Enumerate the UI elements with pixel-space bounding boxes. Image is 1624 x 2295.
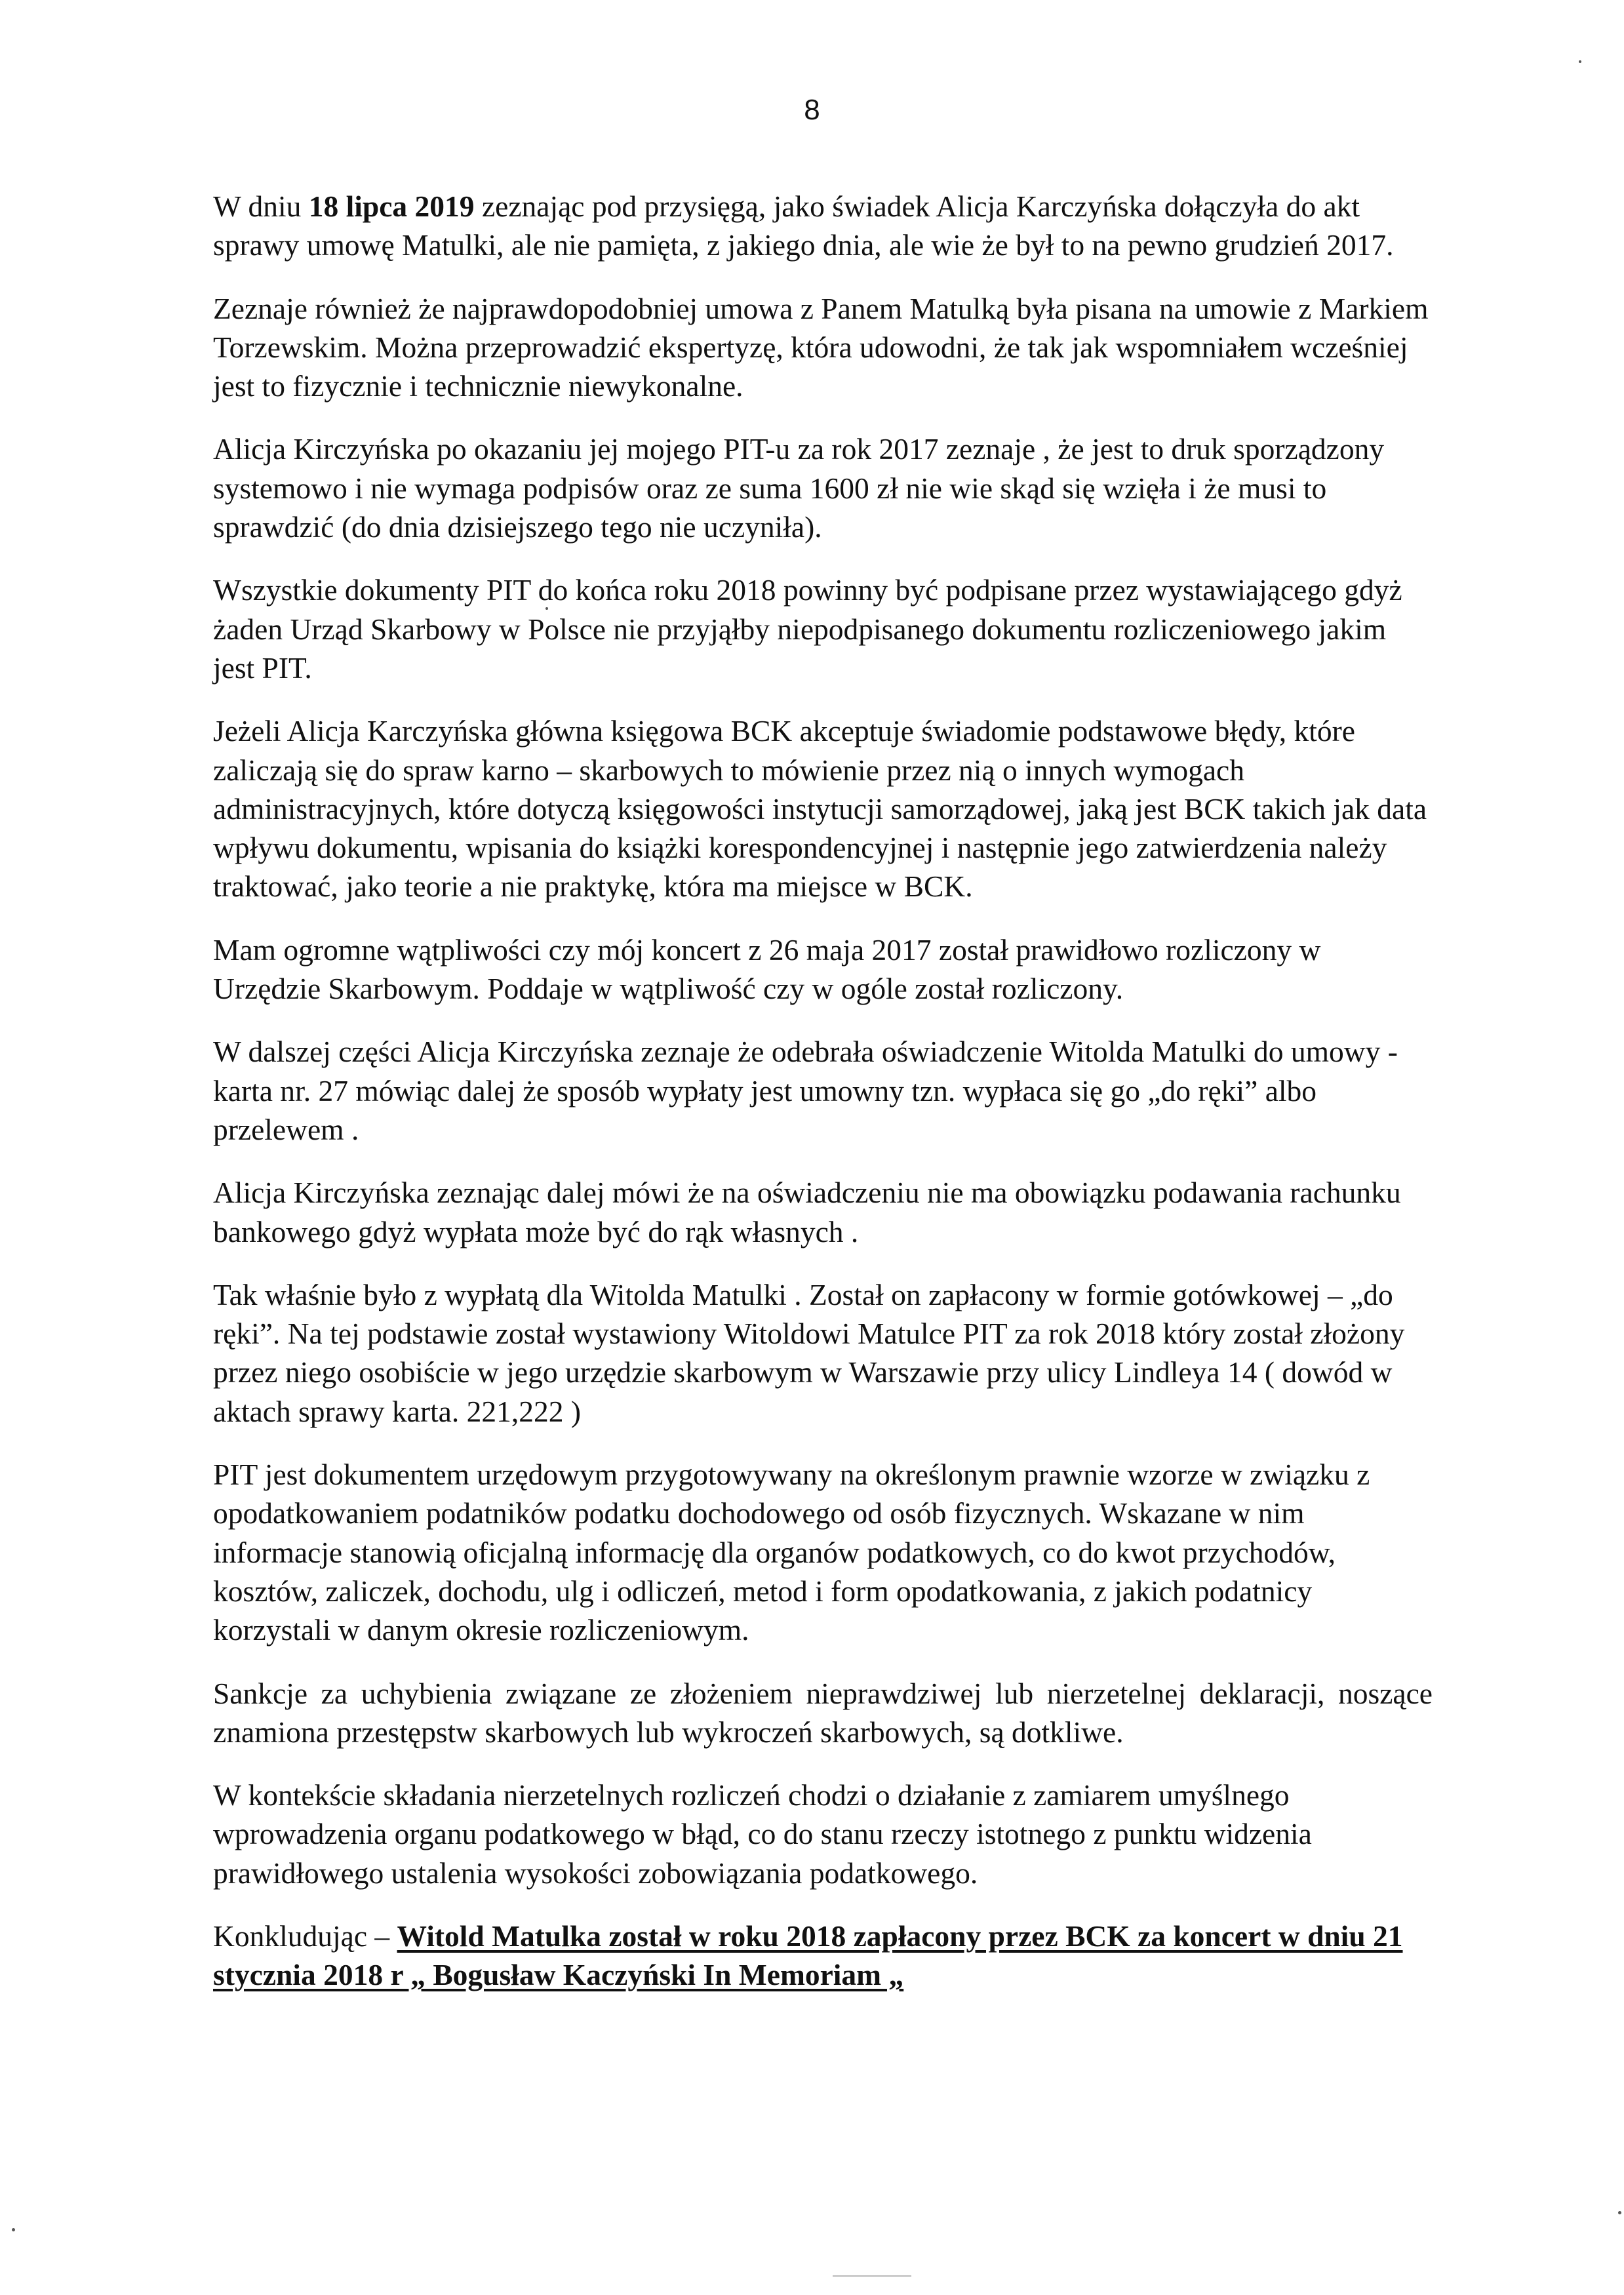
- page-number: 8: [804, 94, 820, 126]
- paragraph-3: Alicja Kirczyńska po okazaniu jej mojego PIT-u za rok 2017 zeznaje , że jest to druk sporządzony systemowo i nie wymaga podpisów oraz ze suma 1600 zł nie wie skąd się wzięła i że musi to sprawdzić (do dnia dzisiejszego tego nie uczyniła).: [213, 432, 1385, 544]
- paragraph-1-after: zeznając pod przysięgą, jako świadek Alicja Karczyńska dołączyła do akt sprawy umowę Matulki, ale nie pamięta, z jakiego dnia, ale wie że był to na pewno grudzień 2017.: [213, 190, 1394, 262]
- paragraph-7: W dalszej części Alicja Kirczyńska zeznaje że odebrała oświadczenie Witolda Matulki do umowy - karta nr. 27 mówiąc dalej że sposób wypłaty jest umowny tzn. wypłaca się go „do ręki” albo przelewem .: [213, 1035, 1398, 1146]
- paragraph-4: Wszystkie dokumenty PIT do końca roku 2018 powinny być podpisane przez wystawiającego gdyż żaden Urząd Skarbowy w Polsce nie przyjąłby niepodpisanego dokumentu rozliczeniowego jakim jest PIT.: [213, 573, 1402, 685]
- paragraph-1: [213, 187, 1433, 265]
- conclusion-lead: Konkludując –: [213, 1919, 397, 1953]
- paragraph-8: Alicja Kirczyńska zeznając dalej mówi że na oświadczeniu nie ma obowiązku podawania rachunku bankowego gdyż wypłata może być do rąk własnych .: [213, 1176, 1401, 1248]
- paragraph-2: Zeznaje również że najprawdopodobniej umowa z Panem Matulką była pisana na umowie z Markiem Torzewskim. Można przeprowadzić ekspertyzę, która udowodni, że tak jak wspomniałem wcześniej jest to fizycznie i technicznie niewykonalne.: [213, 291, 1429, 403]
- scan-speck: [1579, 60, 1581, 63]
- paragraph-10: PIT jest dokumentem urzędowym przygotowywany na określonym prawnie wzorze w związku z opodatkowaniem podatników podatku dochodowego od osób fizycznych. Wskazane w nim informacje stanowią oficjalną informację dla organów podatkowych, co do kwot przychodów, kosztów, zaliczek, dochodu, ulg i odliczeń, metod i form opodatkowania, z jakich podatnicy korzystali w danym okresie rozliczeniowym.: [213, 1458, 1370, 1647]
- paragraph-11: Sankcje za uchybienia związane ze złożeniem nieprawdziwej lub nierzetelnej deklaracji, noszące znamiona przestępstw skarbowych lub wykroczeń skarbowych, są dotkliwe.: [213, 1676, 1433, 1749]
- paragraph-5: Jeżeli Alicja Karczyńska główna księgowa BCK akceptuje świadomie podstawowe błędy, które zaliczają się do spraw karno – skarbowych to mówienie przez nią o innych wymogach administracyjnych, które dotyczą księgowości instytucji samorządowej, jaką jest BCK takich jak data wpływu dokumentu, wpisania do książki korespondencyjnej i następnie jego zatwierdzenia należy traktować, jako teorie a nie praktykę, która ma miejsce w BCK.: [213, 714, 1427, 904]
- scan-speck: [545, 607, 548, 610]
- document-body: [213, 187, 1433, 1995]
- scan-speck: [12, 2228, 15, 2231]
- conclusion-underlined: Witold Matulka został w roku 2018 zapłacony przez BCK za koncert w dniu 21 stycznia 2018 r „ Bogusław Kaczyński In Memoriam „: [213, 1919, 1403, 1992]
- paragraph-1-date: 18 lipca 2019: [308, 190, 475, 223]
- paragraph-6: Mam ogromne wątpliwości czy mój koncert z 26 maja 2017 został prawidłowo rozliczony w Urzędzie Skarbowym. Poddaje w wątpliwość czy w ogóle został rozliczony.: [213, 932, 1321, 1006]
- scan-artifact-line: [833, 2275, 911, 2277]
- scan-speck: [1618, 2211, 1621, 2214]
- paragraph-12: W kontekście składania nierzetelnych rozliczeń chodzi o działanie z zamiarem umyślnego wprowadzenia organu podatkowego w błąd, co do stanu rzeczy istotnego z punktu widzenia prawidłowego ustalenia wysokości zobowiązania podatkowego.: [213, 1778, 1312, 1890]
- paragraph-1-before: W dniu: [213, 190, 309, 223]
- paragraph-9: Tak właśnie było z wypłatą dla Witolda Matulki . Został on zapłacony w formie gotówkowej – „do ręki”. Na tej podstawie został wystawiony Witoldowi Matulce PIT za rok 2018 który został złożony przez niego osobiście w jego urzędzie skarbowym w Warszawie przy ulicy Lindleya 14 ( dowód w aktach sprawy karta. 221,222 ): [213, 1277, 1405, 1428]
- conclusion-paragraph: [213, 1917, 1433, 1995]
